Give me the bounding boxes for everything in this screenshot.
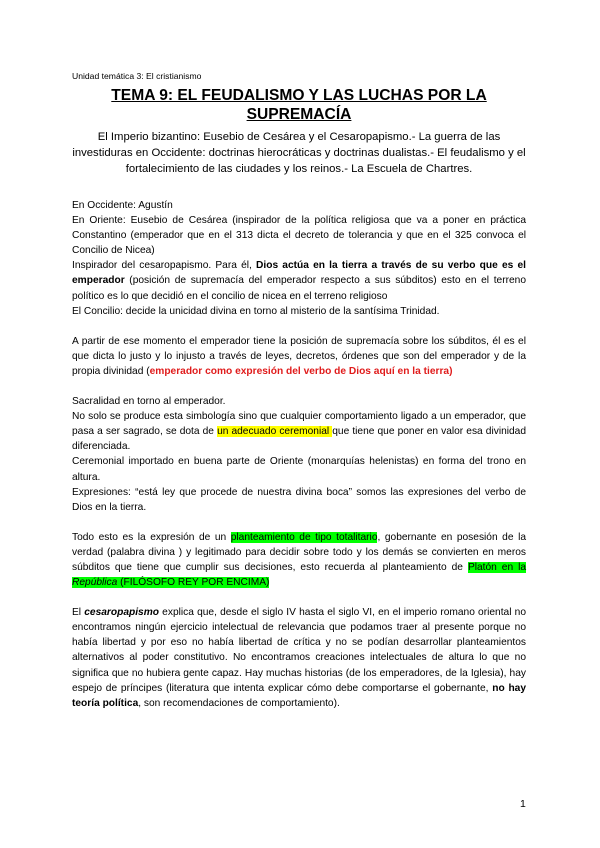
paragraph-occidente: En Occidente: Agustín <box>72 200 173 211</box>
highlight-platon: Platón en la República (FILÓSOFO REY POR ENCIMA) <box>72 561 527 589</box>
paragraph-supremacia: A partir de ese momento el emperador tiene la posición de supremacía sobre los súbditos, él es el que dicta lo justo y lo injusto a través de leyes, decretos, órdenes que son del emperador y de la propia divinidad (emperador como expresión del verbo de Dios aquí en la tierra) <box>72 335 526 377</box>
paragraph-simbologia: No solo se produce esta simbología sino que cualquier comportamiento ligado a un emperador, que pasa a ser sagrado, se dota de un adecuado ceremonial que tiene que poner en valor esa divinidad diferenciada. <box>72 411 527 453</box>
paragraph-oriente: En Oriente: Eusebio de Cesárea (inspirador de la política religiosa que va a poner en práctica Constantino (emperador que en el 313 dicta el decreto de tolerancia y que en el 325 convoca el Concilio de Nicea) <box>72 215 526 257</box>
unit-header: Unidad temática 3: El cristianismo <box>72 71 202 81</box>
page-number: 1 <box>520 798 526 810</box>
red-emphasis-verbo: emperador como expresión del verbo de Dios aquí en la tierra) <box>149 365 453 377</box>
page-content <box>72 71 526 711</box>
paragraph-totalitario: Todo esto es la expresión de un planteamiento de tipo totalitario, gobernante en posesión de la verdad (palabra divina ) y legitimado para decidir sobre todo y los demás se convierten en meros súbditos que tiene que cumplir sus decisiones, esto recuerda al planteamiento de Platón en la República (FILÓSOFO REY POR ENCIMA) <box>72 531 527 589</box>
paragraph-concilio: El Concilio: decide la unicidad divina en torno al misterio de la santísima Trinidad. <box>72 305 440 317</box>
bold-dios-actua: Dios actúa en la tierra a través de su verbo que es el emperador <box>72 260 526 287</box>
bold-no-teoria: no hay teoría política <box>72 682 526 709</box>
highlight-totalitario: planteamiento de tipo totalitario <box>230 531 378 543</box>
document-title: TEMA 9: EL FEUDALISMO Y LAS LUCHAS POR LA SUPREMACÍA <box>111 87 487 123</box>
paragraph-sacralidad: Sacralidad en torno al emperador. <box>72 396 226 408</box>
paragraph-ceremonial: Ceremonial importado en buena parte de Oriente (monarquías helenistas) en forma del trono en altura. <box>72 456 526 483</box>
highlight-ceremonial: un adecuado ceremonial <box>217 426 333 438</box>
term-cesaropapismo: cesaropapismo <box>84 607 159 619</box>
paragraph-cesaropapismo: El cesaropapismo explica que, desde el siglo IV hasta el siglo VI, en el imperio romano oriental no encontramos ningún ejercicio intelectual de relevancia que podamos traer al presente porque no había libertad y por eso no había libertad de crítica y no se podían desarrollar planteamientos alternativos al poder constitutivo. No encontramos creaciones intelectuales de altura lo que no significa que no hubiera gente capaz. Hay muchas historias (de los emperadores, de la Iglesia), hay espejo de príncipes (literatura que intenta explicar cómo debe comportarse el gobernante, no hay teoría política, son recomendaciones de comportamiento). <box>72 607 526 709</box>
paragraph-expresiones: Expresiones: “está ley que procede de nuestra divina boca” somos las expresiones del verbo de Dios en la tierra. <box>72 486 526 513</box>
paragraph-inspirador: Inspirador del cesaropapismo. Para él, Dios actúa en la tierra a través de su verbo que es el emperador (posición de supremacía del emperador respecto a sus súbditos) esto en el terreno político es lo que decidió en el concilio de nicea en el terreno religioso <box>72 260 526 302</box>
document-subtitle: El Imperio bizantino: Eusebio de Cesárea y el Cesaropapismo.- La guerra de las investiduras en Occidente: doctrinas hierocráticas y doctrinas dualistas.- El feudalismo y el fortalecimiento de las ciudades y los reinos.- La Escuela de Chartres. <box>72 131 526 175</box>
